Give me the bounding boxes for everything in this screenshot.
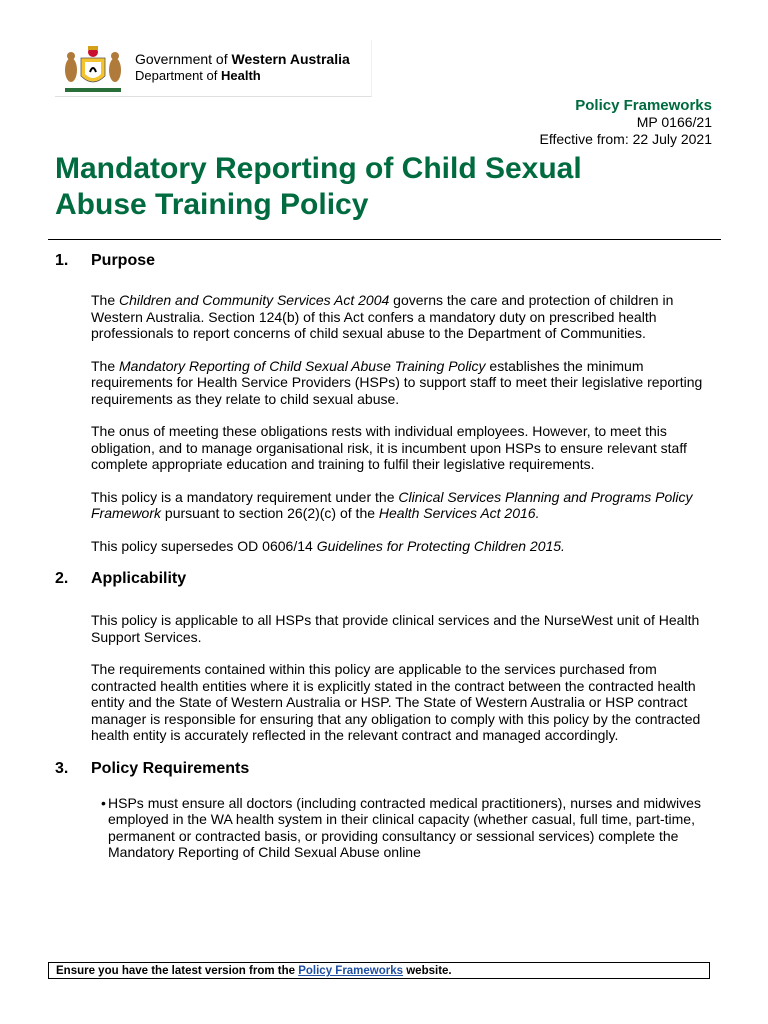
title-divider xyxy=(48,239,721,240)
paragraph: This policy supersedes OD 0606/14 Guidelines for Protecting Children 2015. xyxy=(91,537,565,554)
document-title: Mandatory Reporting of Child Sexual Abuse Training Policy xyxy=(55,152,582,221)
document-body xyxy=(55,252,715,861)
department-name: Department of Health xyxy=(135,68,261,83)
paragraph: The Children and Community Services Act 2004 governs the care and protection of children in Western Australia. Section 124(b) of this Act confers a mandatory duty on prescribed health professionals to report concerns of child sexual abuse to the Department of Communities. xyxy=(91,292,674,341)
effective-date: Effective from: 22 July 2021 xyxy=(539,131,712,147)
section-heading: 1. Purpose xyxy=(55,252,156,269)
policy-frameworks-info xyxy=(540,97,713,148)
section-heading: 3. Policy Requirements xyxy=(55,759,250,777)
paragraph: The requirements contained within this policy are applicable to the services purchased from contracted health entities where it is explicitly stated in the contract between the contracted health entity and the State of Western Australia or HSP. The State of Western Australia or HSP contract manager is responsible for ensuring that any obligation to comply with this policy by the contracted health entity is accurately reflected in the relevant contract and managed accordingly. xyxy=(91,661,701,743)
section-purpose xyxy=(55,252,715,554)
paragraph: The onus of meeting these obligations rests with individual employees. However, to meet this obligation, and to manage organisational risk, it is incumbent upon HSPs to ensure relevant staff complete appropriate education and training to fulfil their legislative requirements. xyxy=(91,423,687,472)
section-policy-requirements xyxy=(55,760,715,861)
policy-frameworks-link[interactable]: Policy Frameworks xyxy=(298,965,404,977)
government-name: Government of Western Australia xyxy=(135,51,350,67)
paragraph: This policy is a mandatory requirement under the Clinical Services Planning and Programs Policy Framework pursuant to section 26(2)(c) of the Health Services Act 2016. xyxy=(91,488,693,521)
section-applicability xyxy=(55,570,715,744)
coat-of-arms-icon xyxy=(57,42,129,96)
paragraph: The Mandatory Reporting of Child Sexual Abuse Training Policy establishes the minimum requirements for Health Service Providers (HSPs) to support staff to meet their legislative reporting requirements as they relate to child sexual abuse. xyxy=(91,357,703,407)
policy-code: MP 0166/21 xyxy=(636,114,712,130)
section-heading: 2. Applicability xyxy=(55,570,187,587)
bullet-icon: • xyxy=(101,794,106,811)
list-item: • HSPs must ensure all doctors (including contracted medical practitioners), nurses and midwives employed in the WA health system in their clinical capacity (whether casual, full time, part-time, permanent or contracted basis, or providing consultancy or sessional services) complete the Mandatory Reporting of Child Sexual Abuse online xyxy=(101,794,701,860)
policy-frameworks-label: Policy Frameworks xyxy=(575,97,712,114)
paragraph: This policy is applicable to all HSPs that provide clinical services and the NurseWest unit of Health Support Services. xyxy=(91,612,700,645)
government-logo xyxy=(55,40,372,97)
footer-notice: Ensure you have the latest version from the Policy Frameworks website. xyxy=(48,962,710,979)
